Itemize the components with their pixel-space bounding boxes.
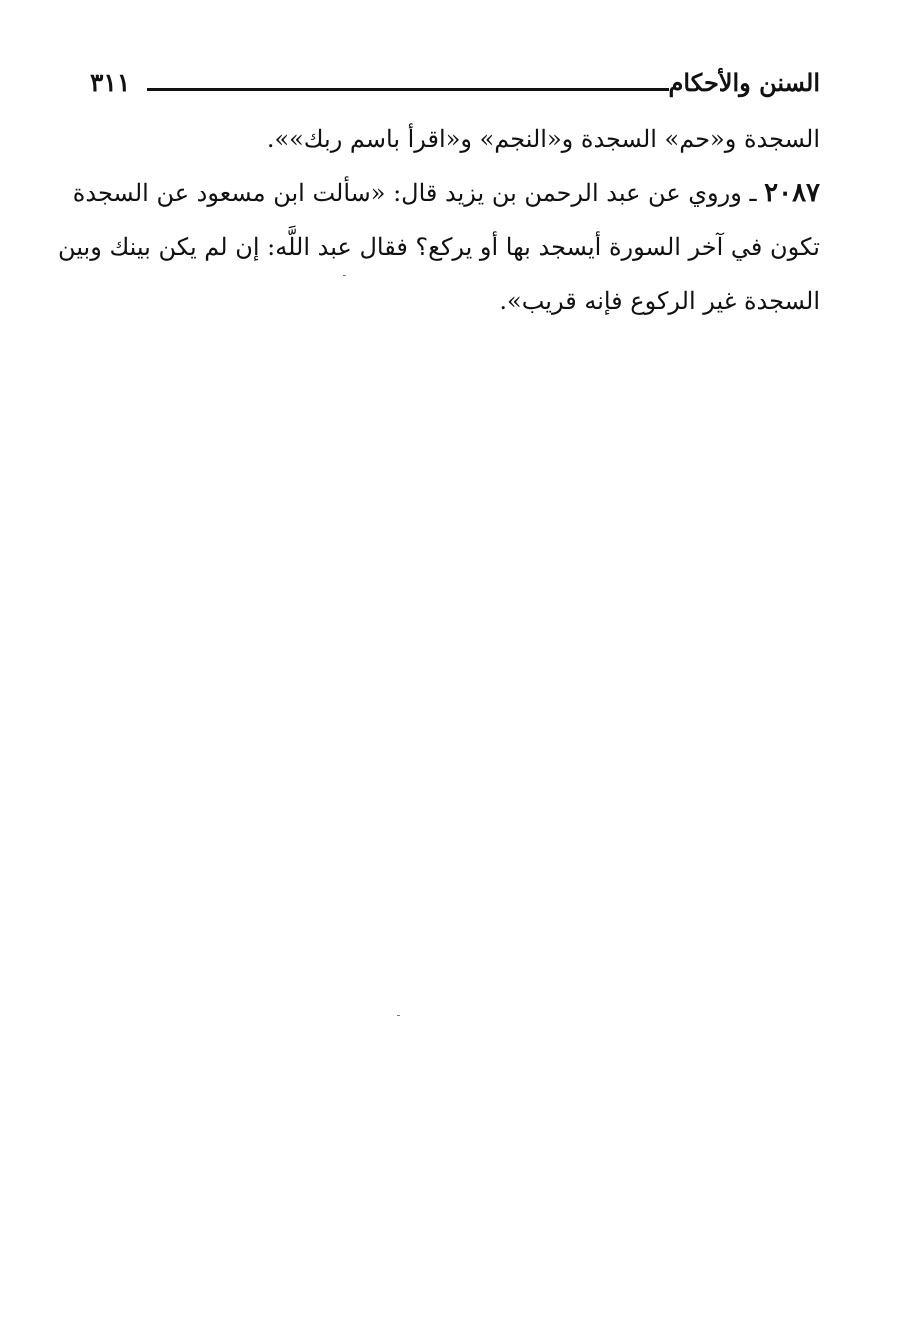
hadith-line-3: السجدة غير الركوع فإنه قريب». xyxy=(499,287,820,315)
page-number: ٣١١ xyxy=(90,68,131,97)
running-title: السنن والأحكام xyxy=(668,68,820,97)
hadith-line-2: تكون في آخر السورة أيسجد بها أو يركع؟ فقال عبد اللَّه: إن لم يكن بينك وبين xyxy=(58,233,820,261)
scan-speck xyxy=(397,1015,400,1016)
hadith-line-1-text: وروي عن عبد الرحمن بن يزيد قال: «سألت ابن مسعود عن السجدة xyxy=(72,179,742,207)
continuation-line: السجدة و«حم» السجدة و«النجم» و«اقرأ باسم ربك»». xyxy=(266,125,820,153)
header-rule xyxy=(147,88,669,91)
hadith-number: ٢٠٨٧ xyxy=(764,178,820,208)
body-text xyxy=(58,112,820,328)
hadith-line-1 xyxy=(72,166,820,220)
scan-speck xyxy=(343,275,346,276)
hadith-dash: ـ xyxy=(749,179,757,207)
page-header xyxy=(90,66,820,110)
